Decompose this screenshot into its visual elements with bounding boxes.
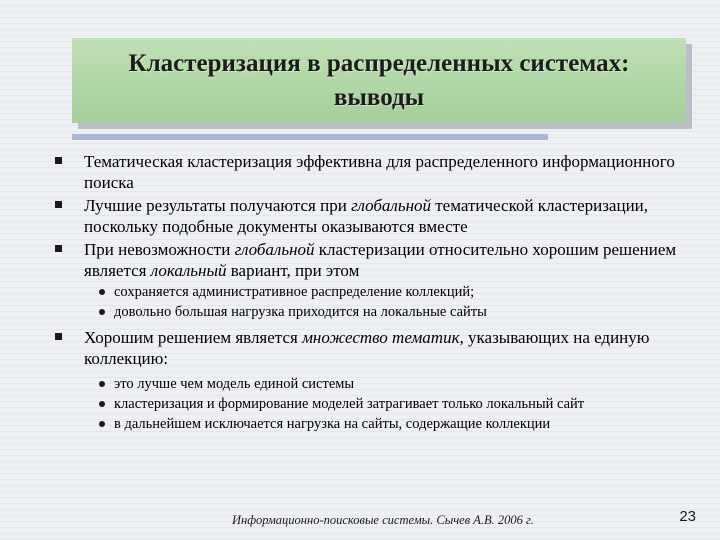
bullet-item-4 <box>52 327 702 369</box>
round-bullet-icon <box>99 401 105 407</box>
sub-bullet-item <box>52 375 702 393</box>
sub-bullet-text: в дальнейшем исключается нагрузка на сайты, содержащие коллекции <box>114 416 551 432</box>
round-bullet-icon <box>99 381 105 387</box>
sub-bullet-text: кластеризация и формирование моделей затрагивает только локальный сайт <box>114 396 585 412</box>
square-bullet-icon <box>55 245 62 252</box>
bullet-item-1 <box>52 151 702 193</box>
round-bullet-icon <box>99 421 105 427</box>
slide-title-line-2: выводы <box>333 83 425 111</box>
sub-bullet-item <box>52 395 702 413</box>
bullet-item-3 <box>52 239 702 281</box>
sub-bullet-text: сохраняется административное распределение коллекций; <box>114 284 475 300</box>
bullet-item-2 <box>52 195 702 237</box>
round-bullet-icon <box>99 309 105 315</box>
square-bullet-icon <box>55 333 62 340</box>
round-bullet-icon <box>99 289 105 295</box>
bullet-emphasis: глобальной <box>234 240 315 259</box>
slide-title-line-1: Кластеризация в распределенных системах: <box>128 49 630 77</box>
sub-bullet-item <box>52 303 702 321</box>
bullet-emphasis: множество тематик <box>302 328 460 347</box>
bullet-text-pre: Лучшие результаты получаются при <box>84 196 352 215</box>
bullet-text-post: вариант, при этом <box>226 261 360 280</box>
bullet-text-post: , указывающих на единую коллекцию: <box>84 328 650 368</box>
sub-bullet-text: это лучше чем модель единой системы <box>114 376 355 392</box>
bullet-text: Тематическая кластеризация эффективна для распределенного информационного поиска <box>84 152 675 192</box>
bullet-text-pre: Хорошим решением является <box>84 328 303 347</box>
page-number: 23 <box>679 508 696 525</box>
sub-bullet-text: довольно большая нагрузка приходится на локальные сайты <box>114 304 487 320</box>
title-underline <box>72 134 548 140</box>
sub-bullet-item <box>52 415 702 433</box>
bullet-text-mid: кластеризации относительно хорошим решением является <box>84 240 677 280</box>
slide-title-box <box>72 38 686 123</box>
square-bullet-icon <box>55 157 62 164</box>
slide-footer: Информационно-поисковые системы. Сычев А.В. 2006 г. <box>232 513 534 527</box>
bullet-emphasis-2: локальный <box>150 261 227 280</box>
bullet-text-pre: При невозможности <box>84 240 235 259</box>
sub-bullet-item <box>52 283 702 301</box>
bullet-list <box>52 151 702 435</box>
bullet-emphasis: глобальной <box>351 196 431 215</box>
square-bullet-icon <box>55 201 62 208</box>
bullet-text-post: тематической кластеризации, поскольку подобные документы оказываются вместе <box>84 196 649 236</box>
